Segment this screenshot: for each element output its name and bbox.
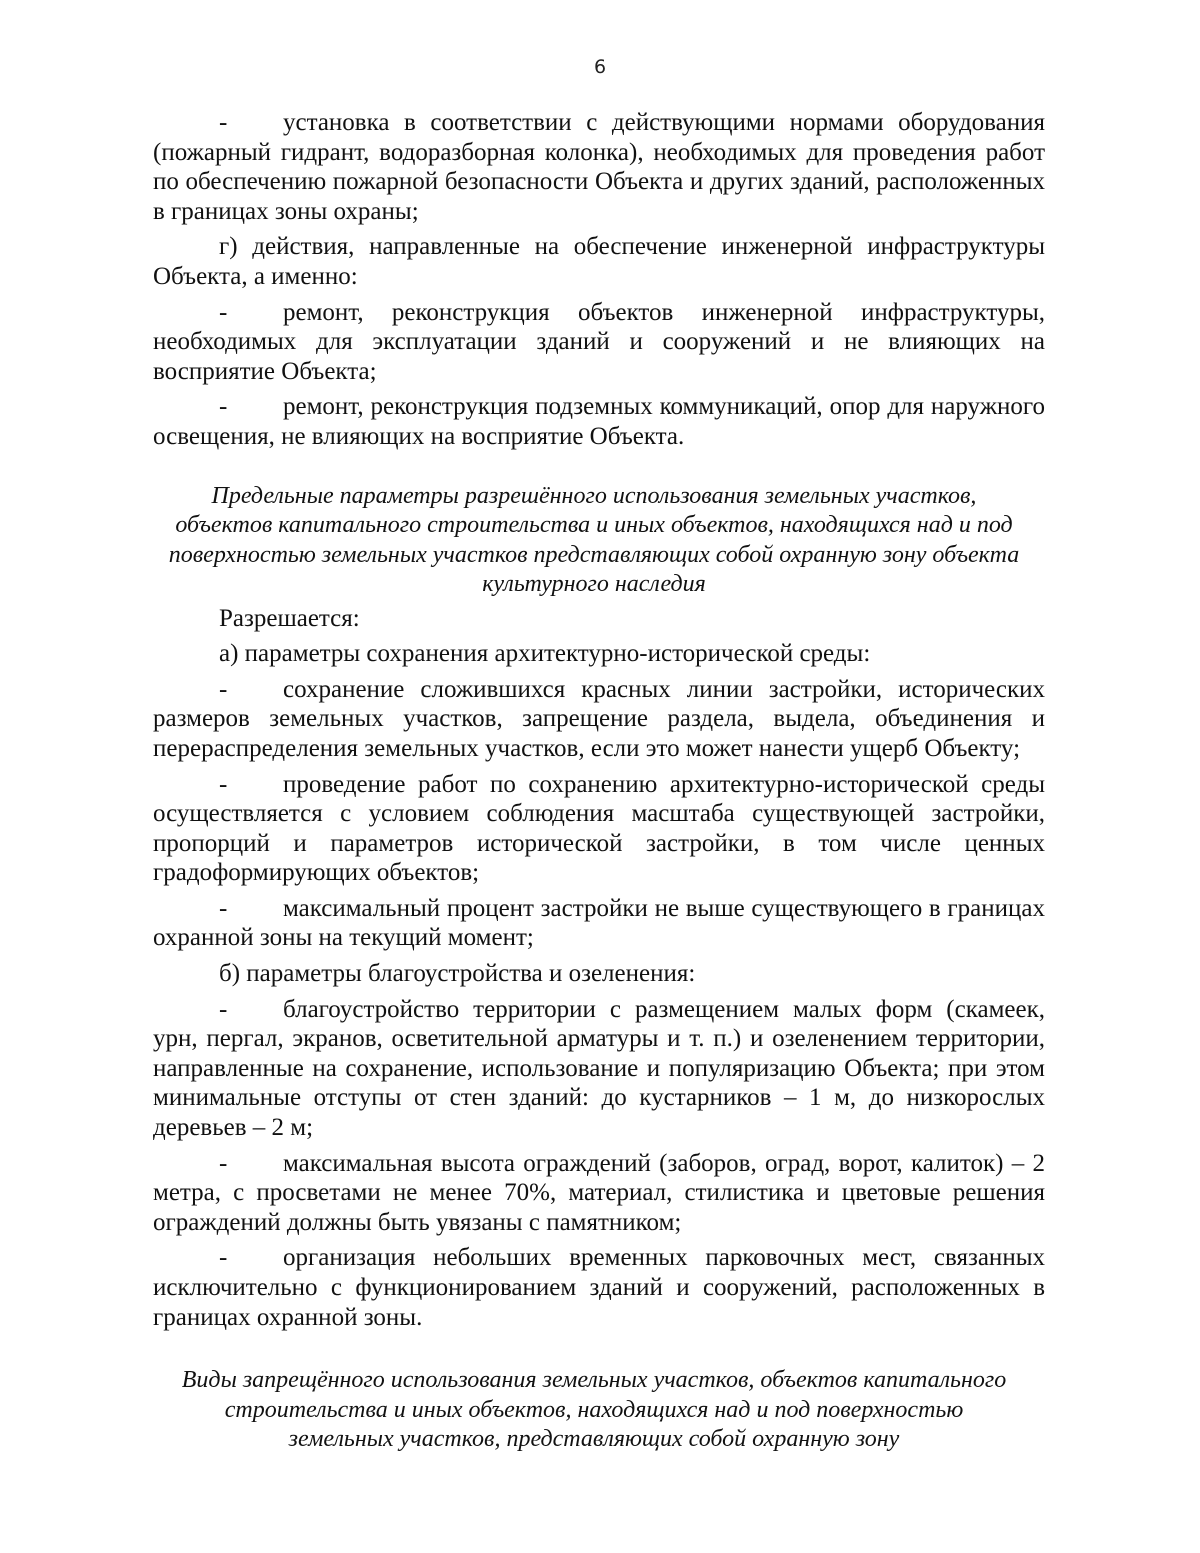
paragraph-text: благоустройство территории с размещением малых форм (скамеек, урн, пергал, экранов, осветительной арматуры и т. п.) и озеленением территории, направленные на сохранение, использование и популяризацию Объекта; при этом минимальные отступы от стен зданий: до кустарников – 1 м, до низкорослых деревьев – 2 м; — [153, 995, 1045, 1142]
page-number: 6 — [593, 56, 607, 78]
paragraph: а) параметры сохранения архитектурно-исторической среды: — [219, 640, 871, 668]
paragraph: г) действия, направленные на обеспечение инженерной инфраструктуры Объекта, а именно: — [153, 233, 1045, 290]
paragraph-text: максимальная высота ограждений (заборов, оград, ворот, калиток) – 2 метра, с просветами не менее 70%, материал, стилистика и цветовые решения ограждений должны быть увязаны с памятником; — [153, 1149, 1045, 1236]
dash-marker: - — [219, 675, 228, 703]
dash-marker: - — [219, 770, 228, 798]
dash-marker: - — [219, 1149, 228, 1177]
paragraph-text: максимальный процент застройки не выше существующего в границах охранной зоны на текущий момент; — [153, 894, 1045, 952]
dash-marker: - — [219, 393, 228, 421]
list-item — [153, 1149, 1045, 1238]
list-item — [153, 1243, 1045, 1332]
list-item — [153, 392, 1045, 451]
list-item — [153, 770, 1045, 888]
paragraph-text: сохранение сложившихся красных линии застройки, исторических размеров земельных участков, запрещение раздела, выдела, объединения и перераспределения земельных участков, если это может нанести ущерб Объекту; — [153, 675, 1045, 762]
dash-marker: - — [219, 298, 228, 326]
paragraph-text: установка в соответствии с действующими нормами оборудования (пожарный гидрант, водоразборная колонка), необходимых для проведения работ по обеспечению пожарной безопасности Объекта и других зданий, расположенных в границах зоны охраны; — [153, 109, 1045, 225]
paragraph-text: ремонт, реконструкция объектов инженерной инфраструктуры, необходимых для эксплуатации зданий и сооружений и не влияющих на восприятие Объекта; — [153, 298, 1045, 385]
list-item — [153, 995, 1045, 1143]
list-item — [153, 298, 1045, 387]
dash-marker: - — [219, 109, 228, 136]
section-heading: Предельные параметры разрешённого использования земельных участков, объектов капитального строительства и иных объектов, находящихся над и под поверхностью земельных участков представляющих собой охранную зону объекта культурного наследия — [168, 482, 1020, 598]
dash-marker: - — [219, 995, 228, 1023]
paragraph-text: организация небольших временных парковочных мест, связанных исключительно с функционированием зданий и сооружений, расположенных в границах охранной зоны. — [153, 1244, 1045, 1331]
section-heading: Виды запрещённого использования земельных участков, объектов капитального строительства и иных объектов, находящихся над и под поверхностью земельных участков, представляющих собой охранную зону — [181, 1367, 1007, 1453]
list-item — [153, 894, 1045, 953]
dash-marker: - — [219, 894, 228, 922]
document-body — [153, 108, 1045, 1455]
paragraph-text: проведение работ по сохранению архитектурно-исторической среды осуществляется с условием соблюдения масштаба существующей застройки, пропорций и параметров исторической застройки, в том числе ценных градоформирующих объектов; — [153, 770, 1045, 887]
paragraph: б) параметры благоустройства и озеленения: — [219, 960, 696, 988]
dash-marker: - — [219, 1244, 228, 1272]
paragraph-text: ремонт, реконструкция подземных коммуникаций, опор для наружного освещения, не влияющих на восприятие Объекта. — [153, 393, 1045, 450]
list-item — [153, 675, 1045, 764]
list-item — [153, 108, 1045, 226]
paragraph: Разрешается: — [219, 604, 360, 632]
